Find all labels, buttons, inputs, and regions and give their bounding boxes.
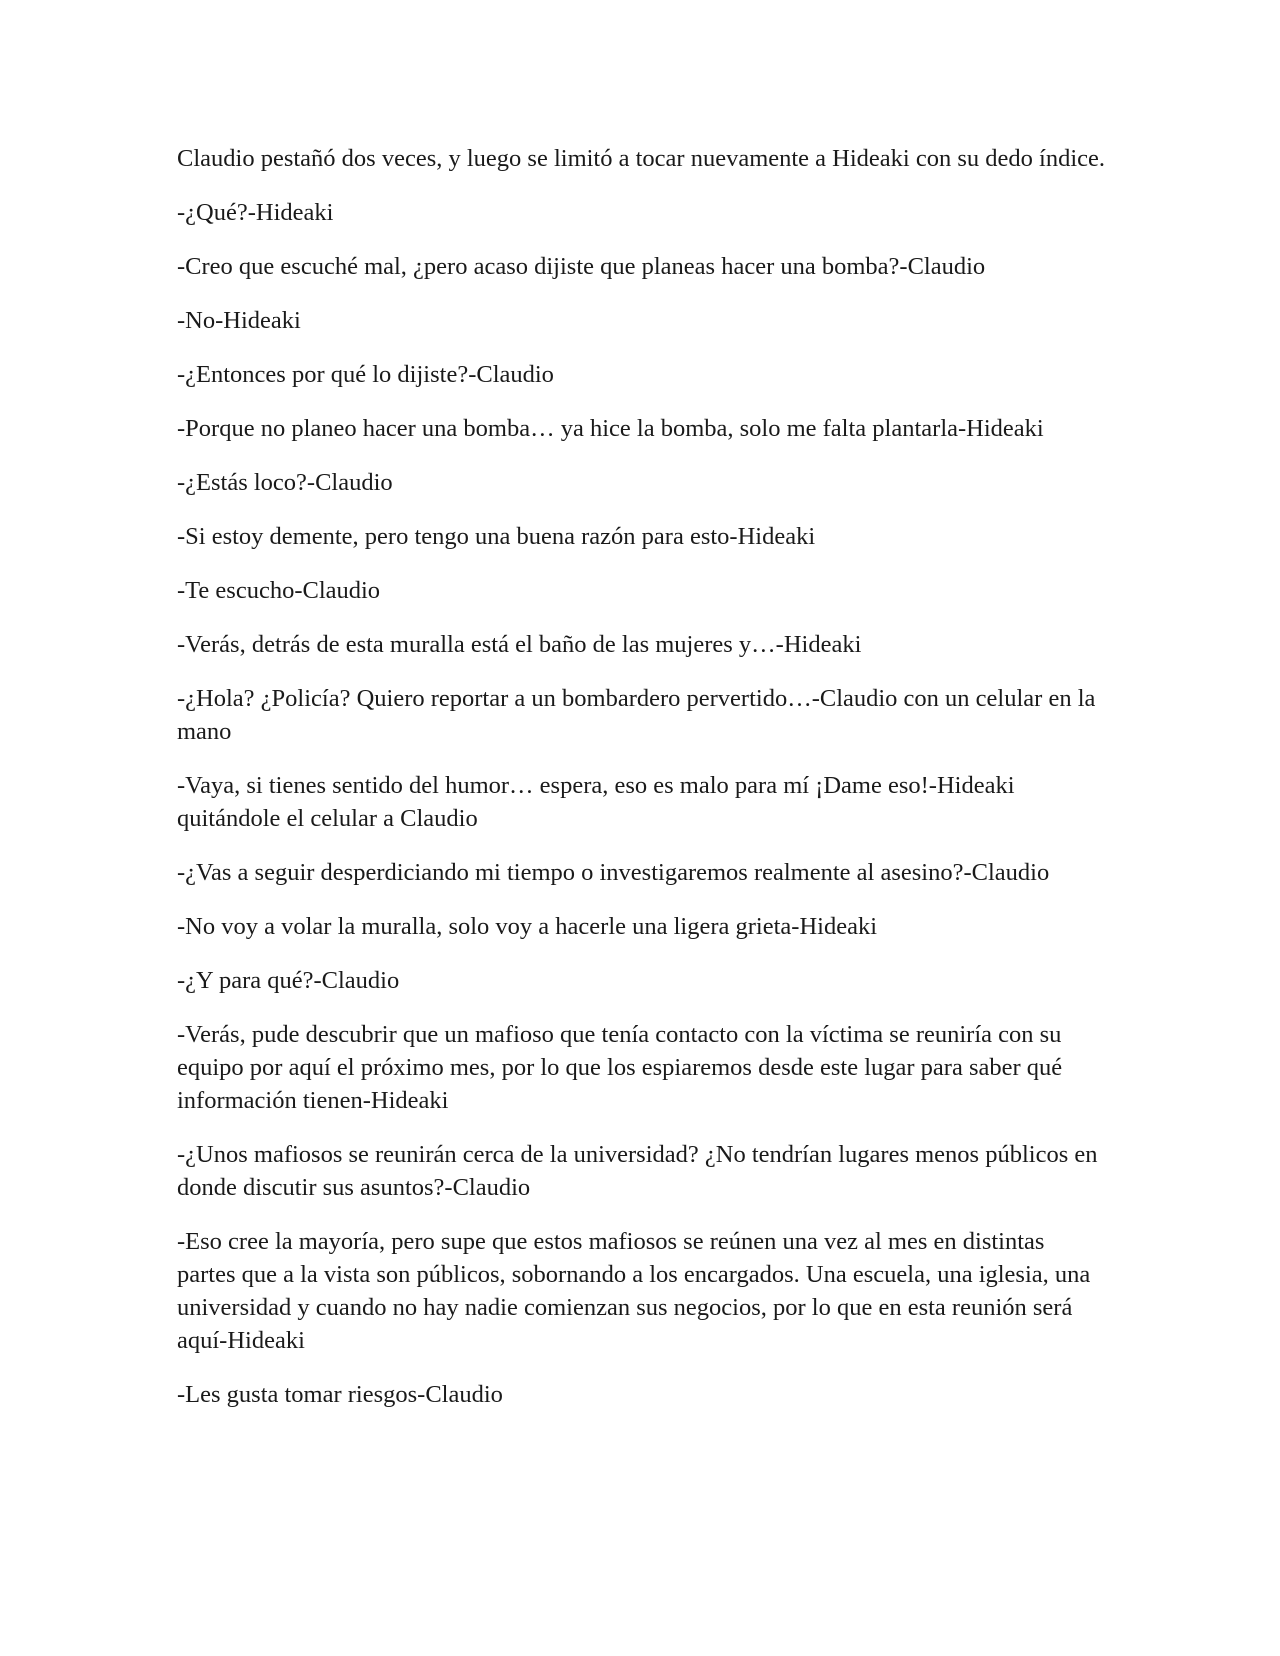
paragraph-19: -Les gusta tomar riesgos-Claudio xyxy=(177,1381,503,1408)
paragraph-17: -¿Unos mafiosos se reunirán cerca de la universidad? ¿No tendrían lugares menos públicos en donde discutir sus asuntos?-Claudio xyxy=(177,1141,1098,1201)
paragraph-5: -¿Entonces por qué lo dijiste?-Claudio xyxy=(177,361,554,388)
paragraph-14: -No voy a volar la muralla, solo voy a hacerle una ligera grieta-Hideaki xyxy=(177,913,878,940)
paragraph-3: -Creo que escuché mal, ¿pero acaso dijiste que planeas hacer una bomba?-Claudio xyxy=(177,253,986,280)
paragraph-8: -Si estoy demente, pero tengo una buena razón para esto-Hideaki xyxy=(177,523,816,550)
paragraph-12: -Vaya, si tienes sentido del humor… espera, eso es malo para mí ¡Dame eso!-Hideaki quitándole el celular a Claudio xyxy=(177,772,1015,832)
paragraph-9: -Te escucho-Claudio xyxy=(177,577,381,604)
paragraph-1: Claudio pestañó dos veces, y luego se limitó a tocar nuevamente a Hideaki con su dedo índice. xyxy=(177,145,1106,172)
paragraph-4: -No-Hideaki xyxy=(177,307,301,334)
paragraph-2: -¿Qué?-Hideaki xyxy=(177,199,334,226)
paragraph-13: -¿Vas a seguir desperdiciando mi tiempo o investigaremos realmente al asesino?-Claudio xyxy=(177,859,1050,886)
paragraph-16: -Verás, pude descubrir que un mafioso que tenía contacto con la víctima se reuniría con su equipo por aquí el próximo mes, por lo que los espiaremos desde este lugar para saber qué información tienen-Hideaki xyxy=(177,1021,1063,1114)
paragraph-18: -Eso cree la mayoría, pero supe que estos mafiosos se reúnen una vez al mes en distintas partes que a la vista son públicos, sobornando a los encargados. Una escuela, una iglesia, una universidad y cuando no hay nadie comienzan sus negocios, por lo que en esta reunión será aquí-Hideaki xyxy=(177,1228,1091,1354)
paragraph-6: -Porque no planeo hacer una bomba… ya hice la bomba, solo me falta plantarla-Hideaki xyxy=(177,415,1044,442)
paragraph-11: -¿Hola? ¿Policía? Quiero reportar a un bombardero pervertido…-Claudio con un celular en la mano xyxy=(177,685,1096,745)
paragraph-7: -¿Estás loco?-Claudio xyxy=(177,469,393,496)
paragraph-10: -Verás, detrás de esta muralla está el baño de las mujeres y…-Hideaki xyxy=(177,631,862,658)
paragraph-15: -¿Y para qué?-Claudio xyxy=(177,967,400,994)
document-body xyxy=(177,142,1107,1432)
